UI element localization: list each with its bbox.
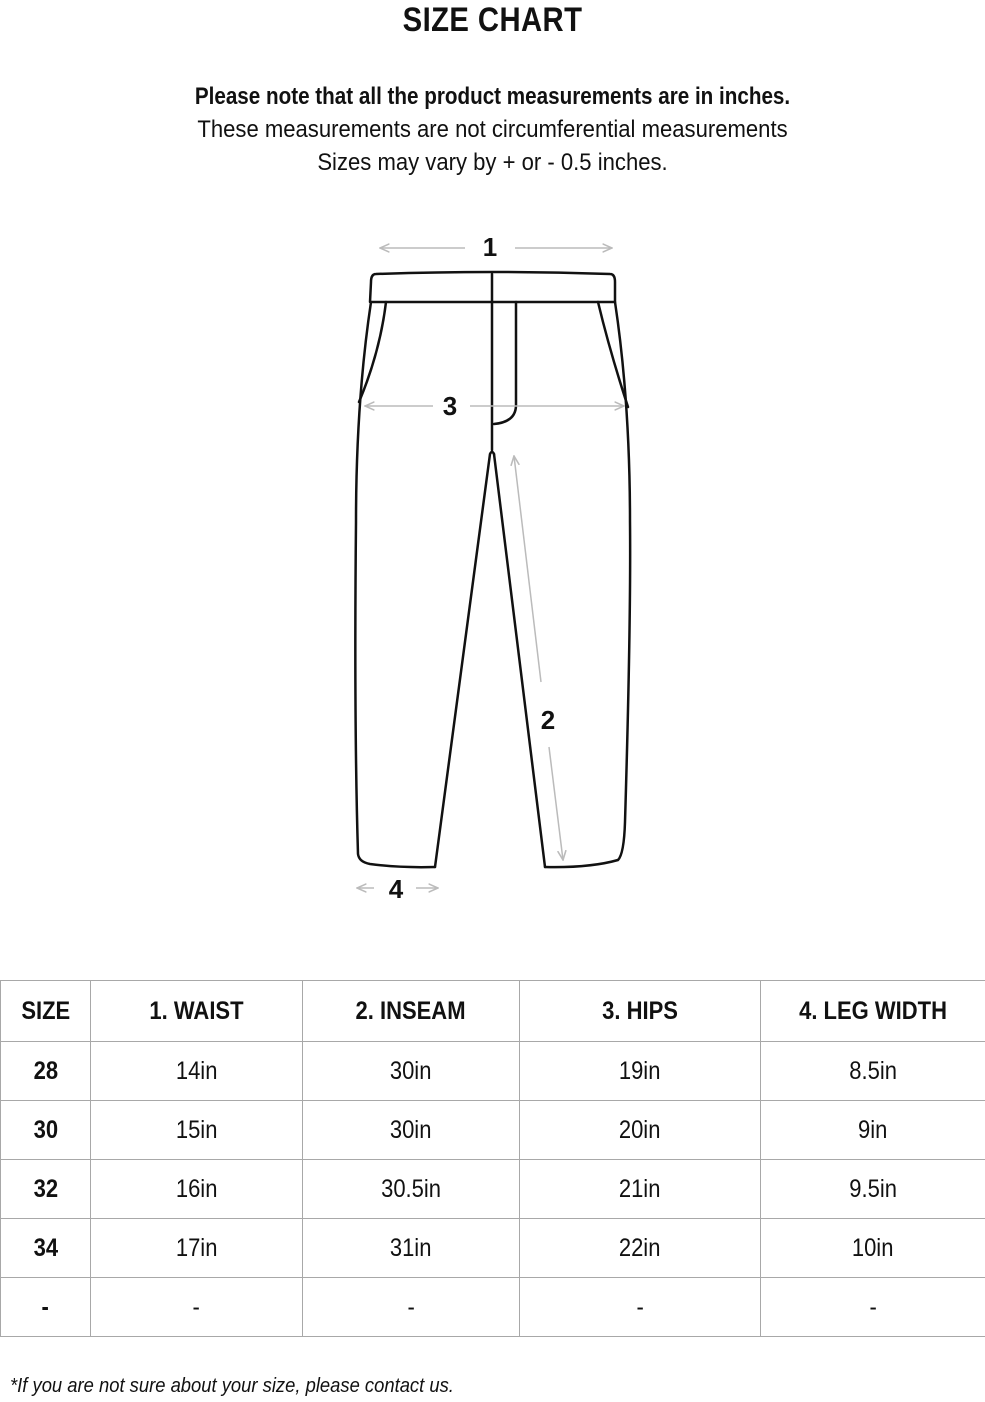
hips-cell: - [520, 1278, 761, 1337]
leg-width-cell: - [761, 1278, 985, 1337]
table-row [1, 1160, 985, 1219]
pants-outline [355, 272, 630, 867]
contact-footnote: *If you are not sure about your size, please contact us. [10, 1375, 454, 1397]
size-cell: - [1, 1278, 91, 1337]
note-units: Please note that all the product measurements are in inches. [194, 83, 791, 110]
label-waist: 1 [482, 232, 498, 262]
size-cell: 32 [1, 1160, 91, 1219]
waist-cell: 17in [91, 1219, 303, 1278]
measurement-arrows [357, 248, 624, 888]
hips-cell: 22in [520, 1219, 761, 1278]
waist-cell: - [91, 1278, 303, 1337]
header-leg-width: 4. LEG WIDTH [761, 981, 985, 1042]
table-row [1, 1042, 985, 1101]
label-inseam: 2 [540, 705, 556, 735]
inseam-cell: 30in [303, 1101, 520, 1160]
page-title: SIZE CHART [402, 1, 583, 39]
hips-cell: 19in [520, 1042, 761, 1101]
waist-cell: 15in [91, 1101, 303, 1160]
header-hips: 3. HIPS [520, 981, 761, 1042]
table-row [1, 1219, 985, 1278]
size-cell: 34 [1, 1219, 91, 1278]
inseam-cell: 30in [303, 1042, 520, 1101]
size-cell: 30 [1, 1101, 91, 1160]
label-hips: 3 [442, 391, 458, 421]
inseam-cell: 31in [303, 1219, 520, 1278]
hips-cell: 21in [520, 1160, 761, 1219]
pants-measurement-diagram [340, 222, 650, 912]
size-cell: 28 [1, 1042, 91, 1101]
hips-cell: 20in [520, 1101, 761, 1160]
table-header-row [1, 981, 985, 1042]
header-size: SIZE [1, 981, 91, 1042]
header-waist: 1. WAIST [91, 981, 303, 1042]
header-inseam: 2. INSEAM [303, 981, 520, 1042]
note-tolerance: Sizes may vary by + or - 0.5 inches. [317, 149, 668, 176]
leg-width-cell: 8.5in [761, 1042, 985, 1101]
leg-width-cell: 9.5in [761, 1160, 985, 1219]
leg-width-cell: 10in [761, 1219, 985, 1278]
table-row [1, 1101, 985, 1160]
table-row [1, 1278, 985, 1337]
pants-illustration [340, 222, 650, 912]
waist-cell: 14in [91, 1042, 303, 1101]
leg-width-cell: 9in [761, 1101, 985, 1160]
waist-cell: 16in [91, 1160, 303, 1219]
label-leg-width: 4 [388, 874, 404, 904]
size-table [0, 980, 985, 1337]
inseam-cell: 30.5in [303, 1160, 520, 1219]
note-circumference: These measurements are not circumferential measurements [197, 116, 788, 143]
inseam-cell: - [303, 1278, 520, 1337]
